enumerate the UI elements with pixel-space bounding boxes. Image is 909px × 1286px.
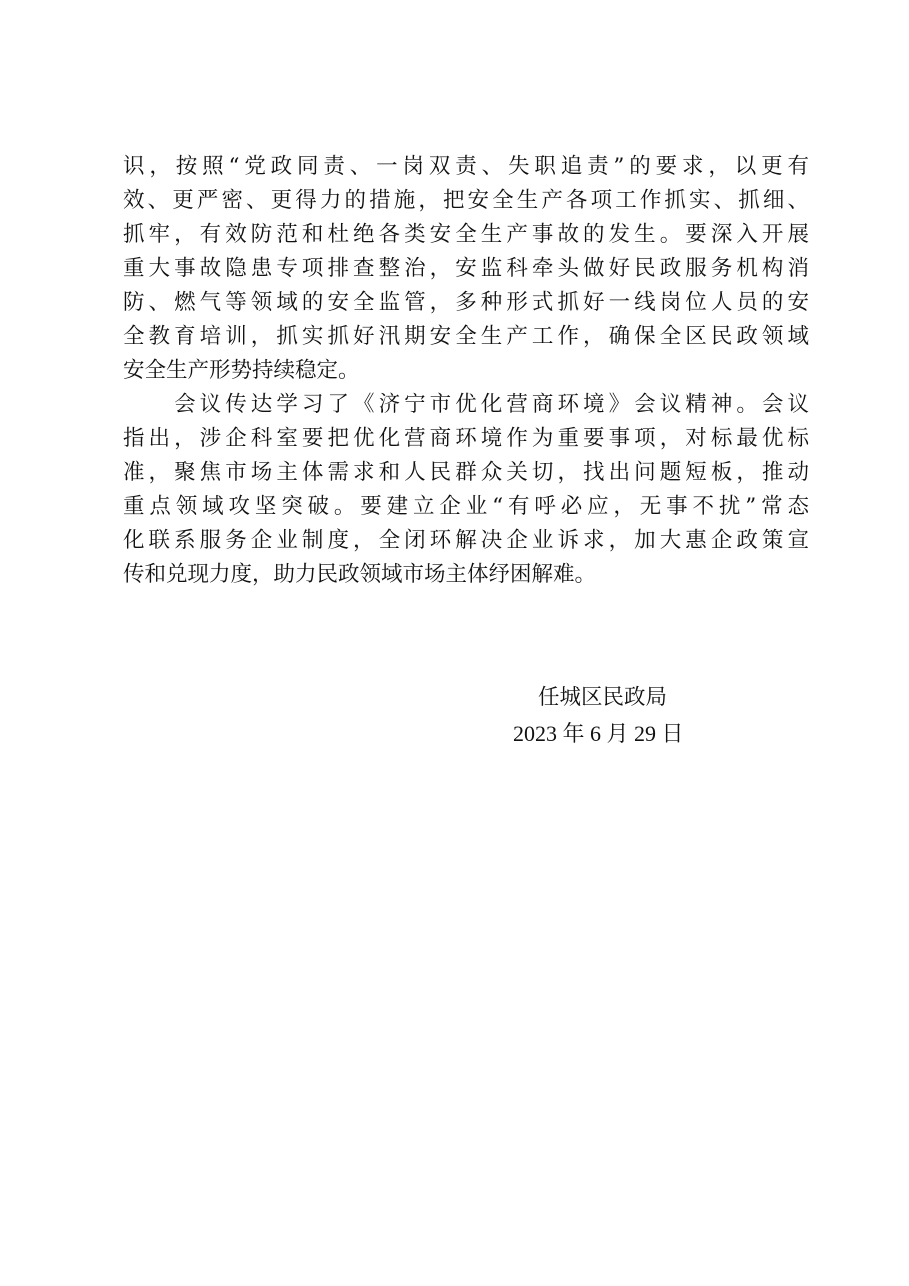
text-line: 重点领域攻坚突破。要建立企业“有呼必应，无事不扰”常态 (123, 494, 809, 519)
text-line: 传和兑现力度，助力民政领域市场主体纾困解难。 (123, 562, 597, 587)
text-line: 准，聚焦市场主体需求和人民群众关切，找出问题短板，推动 (123, 460, 809, 485)
signature-organization: 任城区民政局 (538, 685, 668, 710)
text-line: 重大事故隐患专项排查整治，安监科牵头做好民政服务机构消 (123, 256, 809, 281)
text-line: 化联系服务企业制度，全闭环解决企业诉求，加大惠企政策宣 (123, 528, 809, 553)
paragraph-safety (123, 150, 809, 388)
text-line: 抓牢，有效防范和杜绝各类安全生产事故的发生。要深入开展 (123, 222, 809, 247)
document-body (123, 150, 809, 592)
signature-date: 2023 年 6 月 29 日 (513, 721, 684, 746)
text-line: 效、更严密、更得力的措施，把安全生产各项工作抓实、抓细、 (123, 188, 809, 213)
text-line: 识，按照“党政同责、一岗双责、失职追责”的要求，以更有 (123, 154, 809, 179)
paragraph-business-environment (123, 388, 809, 592)
text-line: 防、燃气等领域的安全监管，多种形式抓好一线岗位人员的安 (123, 290, 809, 315)
text-line: 安全生产形势持续稳定。 (123, 358, 360, 383)
text-line: 会议传达学习了《济宁市优化营商环境》会议精神。会议 (123, 392, 809, 417)
text-line: 指出，涉企科室要把优化营商环境作为重要事项，对标最优标 (123, 426, 809, 451)
text-line: 全教育培训，抓实抓好汛期安全生产工作，确保全区民政领域 (123, 324, 809, 349)
